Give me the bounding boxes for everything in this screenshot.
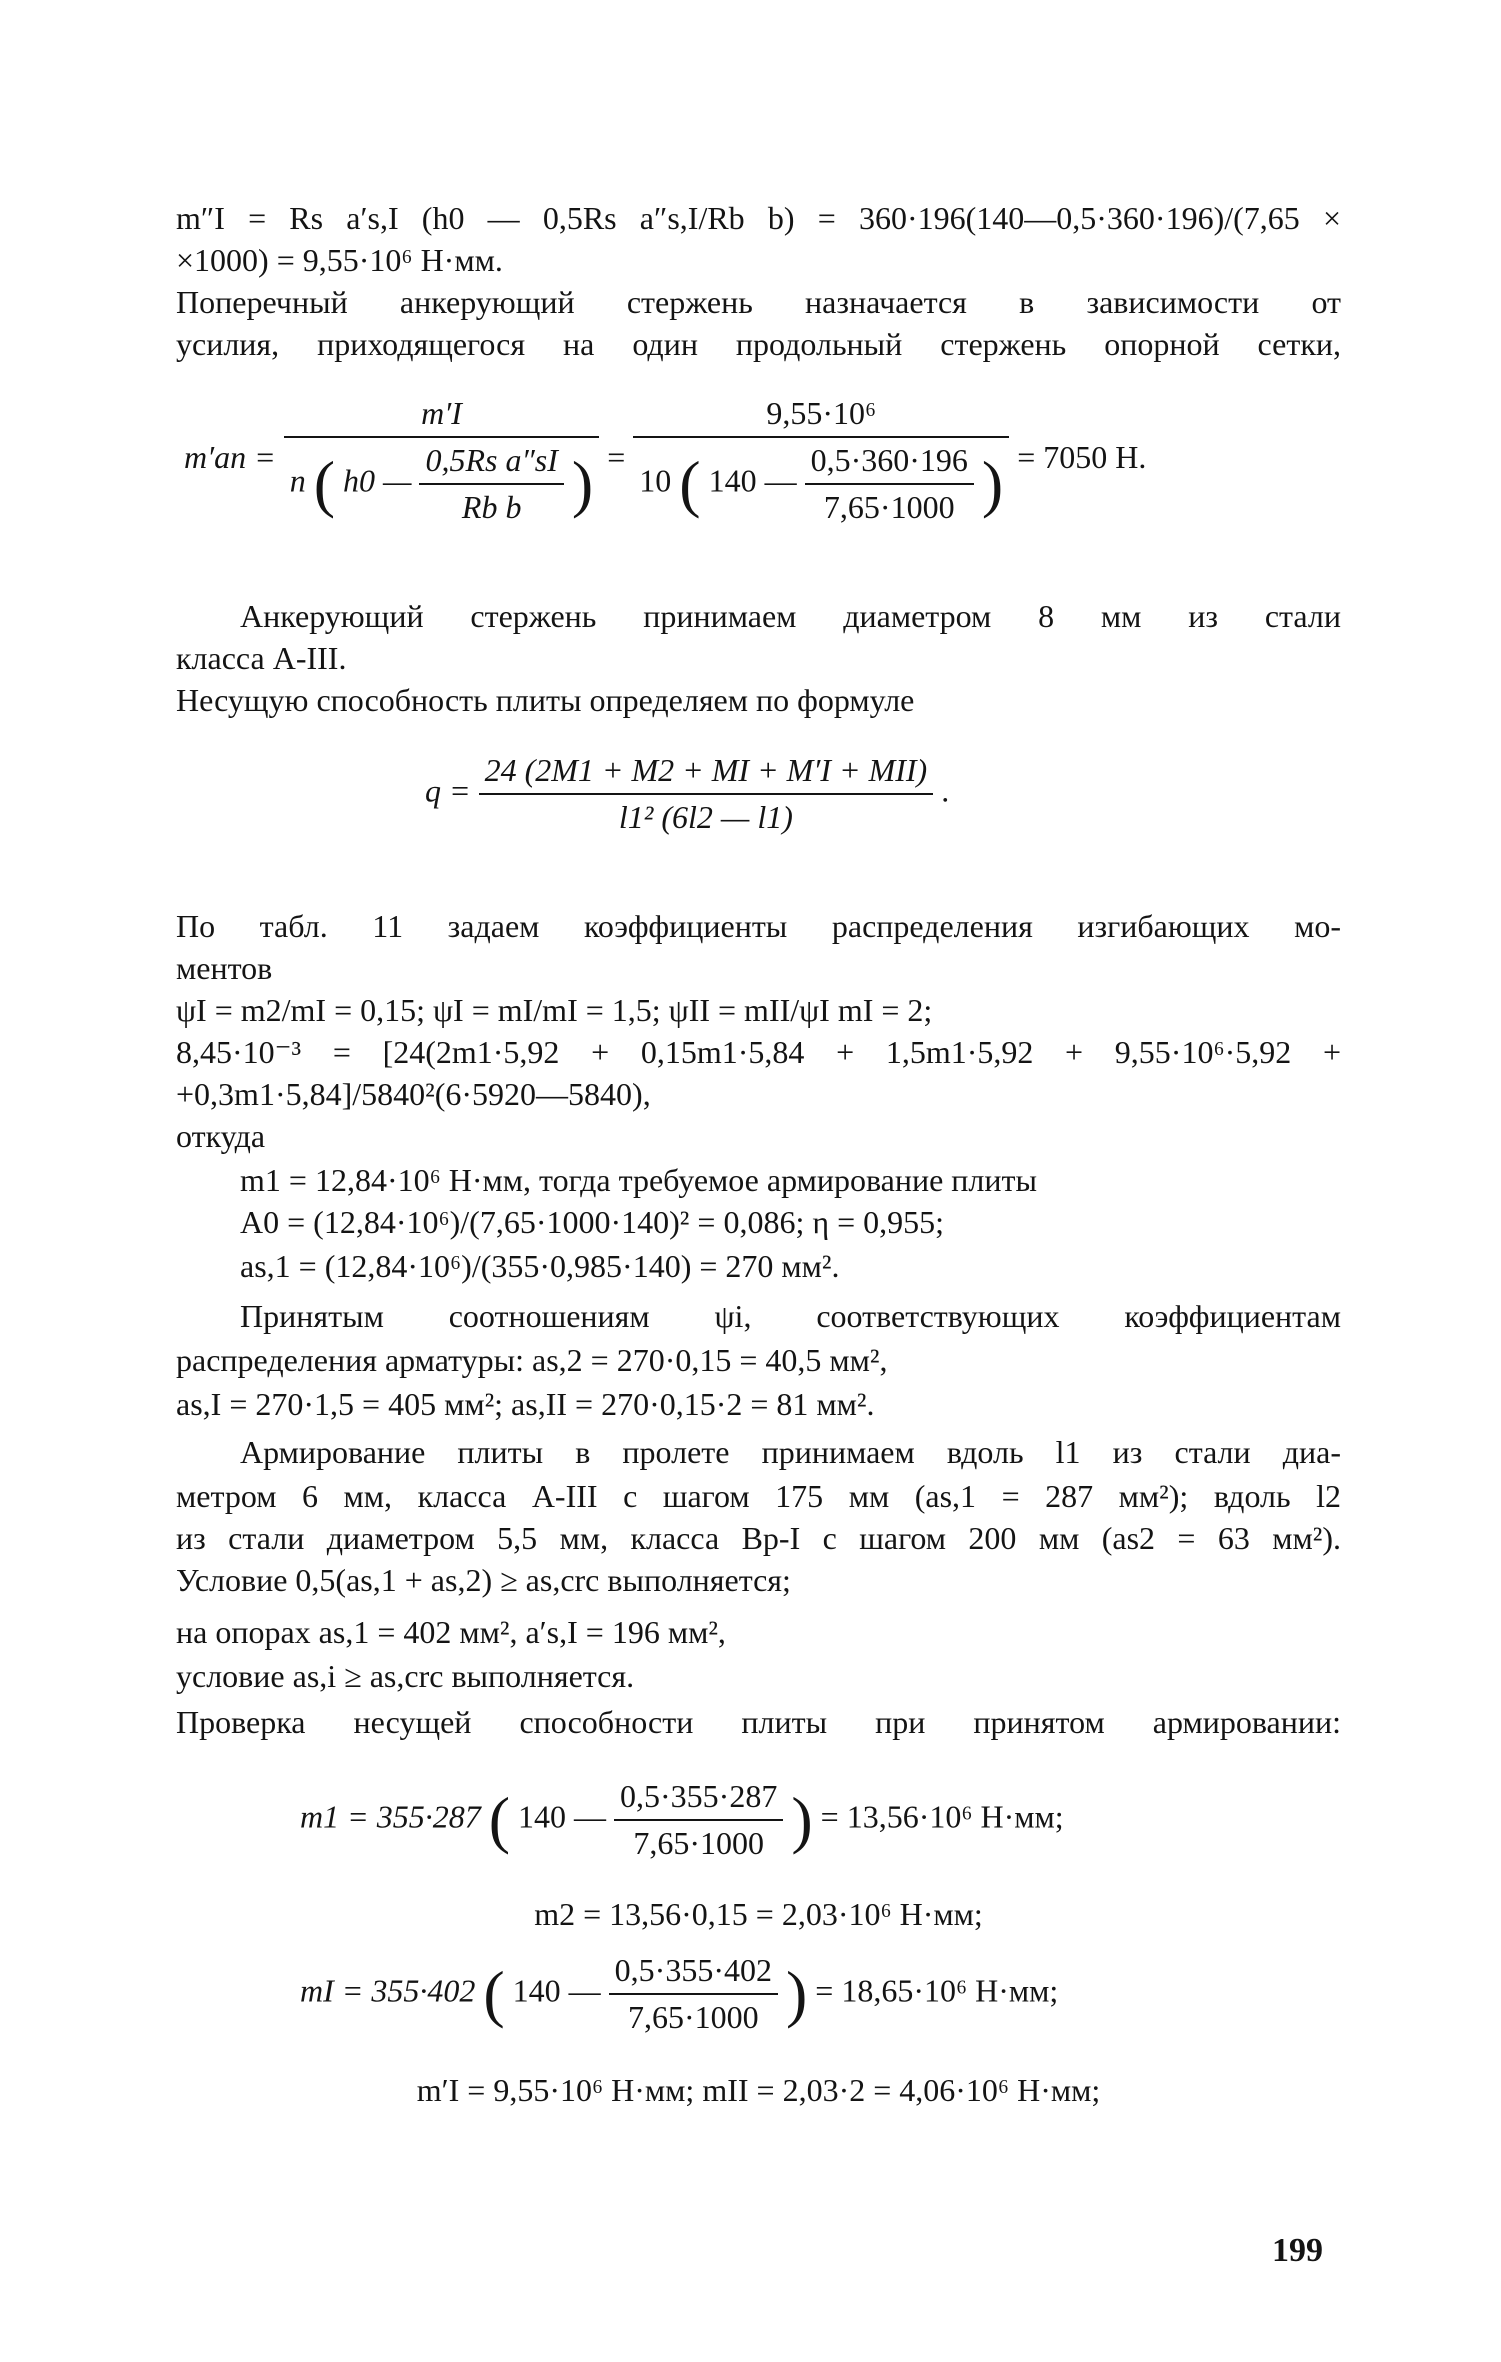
text-line: ментов xyxy=(176,950,273,986)
equals: = xyxy=(607,438,626,475)
text-line: Поперечный анкерующий стержень назначается в зависимости от xyxy=(176,284,1341,320)
formula-m2: m2 = 13,56·0,15 = 2,03·10⁶ H·мм; xyxy=(534,1896,983,1932)
text-line: Несущую способность плиты определяем по формуле xyxy=(176,682,915,718)
fraction: 9,55·10⁶ 10 ( 140 — $\frac{0,5\cdot 360\cdot 196}{7,65\cdot 1000}$ ) xyxy=(633,395,1009,526)
text-line: Проверка несущей способности плиты при принятом армировании: xyxy=(176,1704,1341,1740)
text-line: распределения арматуры: as,2 = 270·0,15 = 40,5 мм², xyxy=(176,1342,888,1378)
fraction xyxy=(479,752,934,836)
denominator-factor: 10 xyxy=(639,462,672,499)
formula-lhs: q = xyxy=(425,772,471,809)
text-line: 8,45·10⁻³ = [24(2m1·5,92 + 0,15m1·5,84 + 1,5m1·5,92 + 9,55·10⁶·5,92 + xyxy=(176,1034,1341,1070)
text-line: as,I = 270·1,5 = 405 мм²; as,II = 270·0,15·2 = 81 мм². xyxy=(176,1386,875,1422)
text-line: m″I = Rs a′s,I (h0 — 0,5Rs a″s,I/Rb b) = 360·196(140—0,5·360·196)/(7,65 × xyxy=(176,200,1341,236)
formula-mIp: m′I = 9,55·10⁶ H·мм; mII = 2,03·2 = 4,06·10⁶ H·мм; xyxy=(416,2072,1101,2108)
inner-fraction xyxy=(419,442,563,526)
inner-numerator: 0,5·360·196 xyxy=(810,442,968,478)
text-line: откуда xyxy=(176,1118,266,1154)
formula-result: = 7050 H. xyxy=(1017,438,1147,475)
text-line: Принятым соотношениям ψi, соответствующих коэффициентам xyxy=(240,1298,1341,1334)
denominator: 7,65·1000 xyxy=(614,1819,783,1862)
text-line: as,1 = (12,84·10⁶)/(355·0,985·140) = 270 мм². xyxy=(240,1248,840,1284)
bracket-term: 140 — xyxy=(512,1972,601,2009)
text-line: m1 = 12,84·10⁶ H·мм, тогда требуемое армирование плиты xyxy=(240,1162,1037,1198)
denominator-factor: n xyxy=(289,462,306,499)
numerator: 0,5·355·402 xyxy=(614,1952,772,1988)
denominator-term: 140 — xyxy=(708,462,797,499)
inner-denominator: 7,65·1000 xyxy=(805,483,974,526)
text-line: +0,3m1·5,84]/5840²(6·5920—5840), xyxy=(176,1076,651,1112)
text-line: на опорах as,1 = 402 мм², a′s,I = 196 мм², xyxy=(176,1614,726,1650)
denominator: l1² (6l2 — l1) xyxy=(618,799,793,835)
formula-result: = 18,65·10⁶ H·мм; xyxy=(815,1972,1059,2009)
text-line: ψI = m2/mI = 0,15; ψI = mI/mI = 1,5; ψII = mII/ψI mI = 2; xyxy=(176,992,933,1028)
formula-tail: . xyxy=(941,772,950,809)
numerator: m′I xyxy=(421,395,462,431)
page-number: 199 xyxy=(1272,2232,1323,2269)
text-line: метром 6 мм, класса A-III с шагом 175 мм (as,1 = 287 мм²); вдоль l2 xyxy=(176,1478,1341,1514)
text-line: из стали диаметром 5,5 мм, класса Bp-I с шагом 200 мм (as2 = 63 мм²). xyxy=(176,1520,1341,1556)
denominator: 7,65·1000 xyxy=(609,1993,778,2036)
formula-lhs: m1 = 355·287 xyxy=(300,1798,481,1835)
formula-q xyxy=(425,752,949,836)
formula-mI: mI = 355·402 ( 140 — $\frac{0,5\cdot 355\cdot 402}{7,65\cdot 1000}$ ) = 18,65·10⁶ H·мм; xyxy=(300,1952,1059,2035)
fraction xyxy=(609,1952,778,2036)
bracket-term: 140 — xyxy=(518,1798,607,1835)
fraction xyxy=(614,1778,783,1862)
formula-man xyxy=(184,395,1146,526)
text-line: ×1000) = 9,55·10⁶ H·мм. xyxy=(176,242,503,278)
formula-result: = 13,56·10⁶ H·мм; xyxy=(820,1798,1064,1835)
text-line: Условие 0,5(as,1 + as,2) ≥ as,crc выполняется; xyxy=(176,1562,791,1598)
inner-denominator: Rb b xyxy=(461,489,522,525)
inner-numerator: 0,5Rs a″sI xyxy=(425,442,558,478)
formula-lhs: m′an = xyxy=(184,438,276,475)
formula-m1: m1 = 355·287 ( 140 — $\frac{0,5\cdot 355\cdot 287}{7,65\cdot 1000}$ ) = 13,56·10⁶ H·мм; xyxy=(300,1778,1064,1861)
text-line: усилия, приходящегося на один продольный стержень опорной сетки, xyxy=(176,326,1341,362)
text-line: класса A-III. xyxy=(176,640,347,676)
inner-fraction xyxy=(805,442,974,526)
text-line: условие as,i ≥ as,crc выполняется. xyxy=(176,1658,635,1694)
text-line: Армирование плиты в пролете принимаем вдоль l1 из стали диа- xyxy=(240,1434,1341,1470)
numerator: 0,5·355·287 xyxy=(620,1778,778,1814)
denominator-term: h0 — xyxy=(343,462,412,499)
formula-lhs: mI = 355·402 xyxy=(300,1972,476,2009)
numerator: 24 (2M1 + M2 + MI + M′I + MII) xyxy=(484,752,928,788)
numerator: 9,55·10⁶ xyxy=(766,395,877,431)
text-line: A0 = (12,84·10⁶)/(7,65·1000·140)² = 0,086; η = 0,955; xyxy=(240,1204,944,1240)
text-line: По табл. 11 задаем коэффициенты распределения изгибающих мо- xyxy=(176,908,1341,944)
fraction: m′I n ( h0 — $\frac{\text{0,5Rs a″sI}}{\text{Rb b}}$ ) xyxy=(284,395,600,526)
text-line: Анкерующий стержень принимаем диаметром 8 мм из стали xyxy=(240,598,1341,634)
